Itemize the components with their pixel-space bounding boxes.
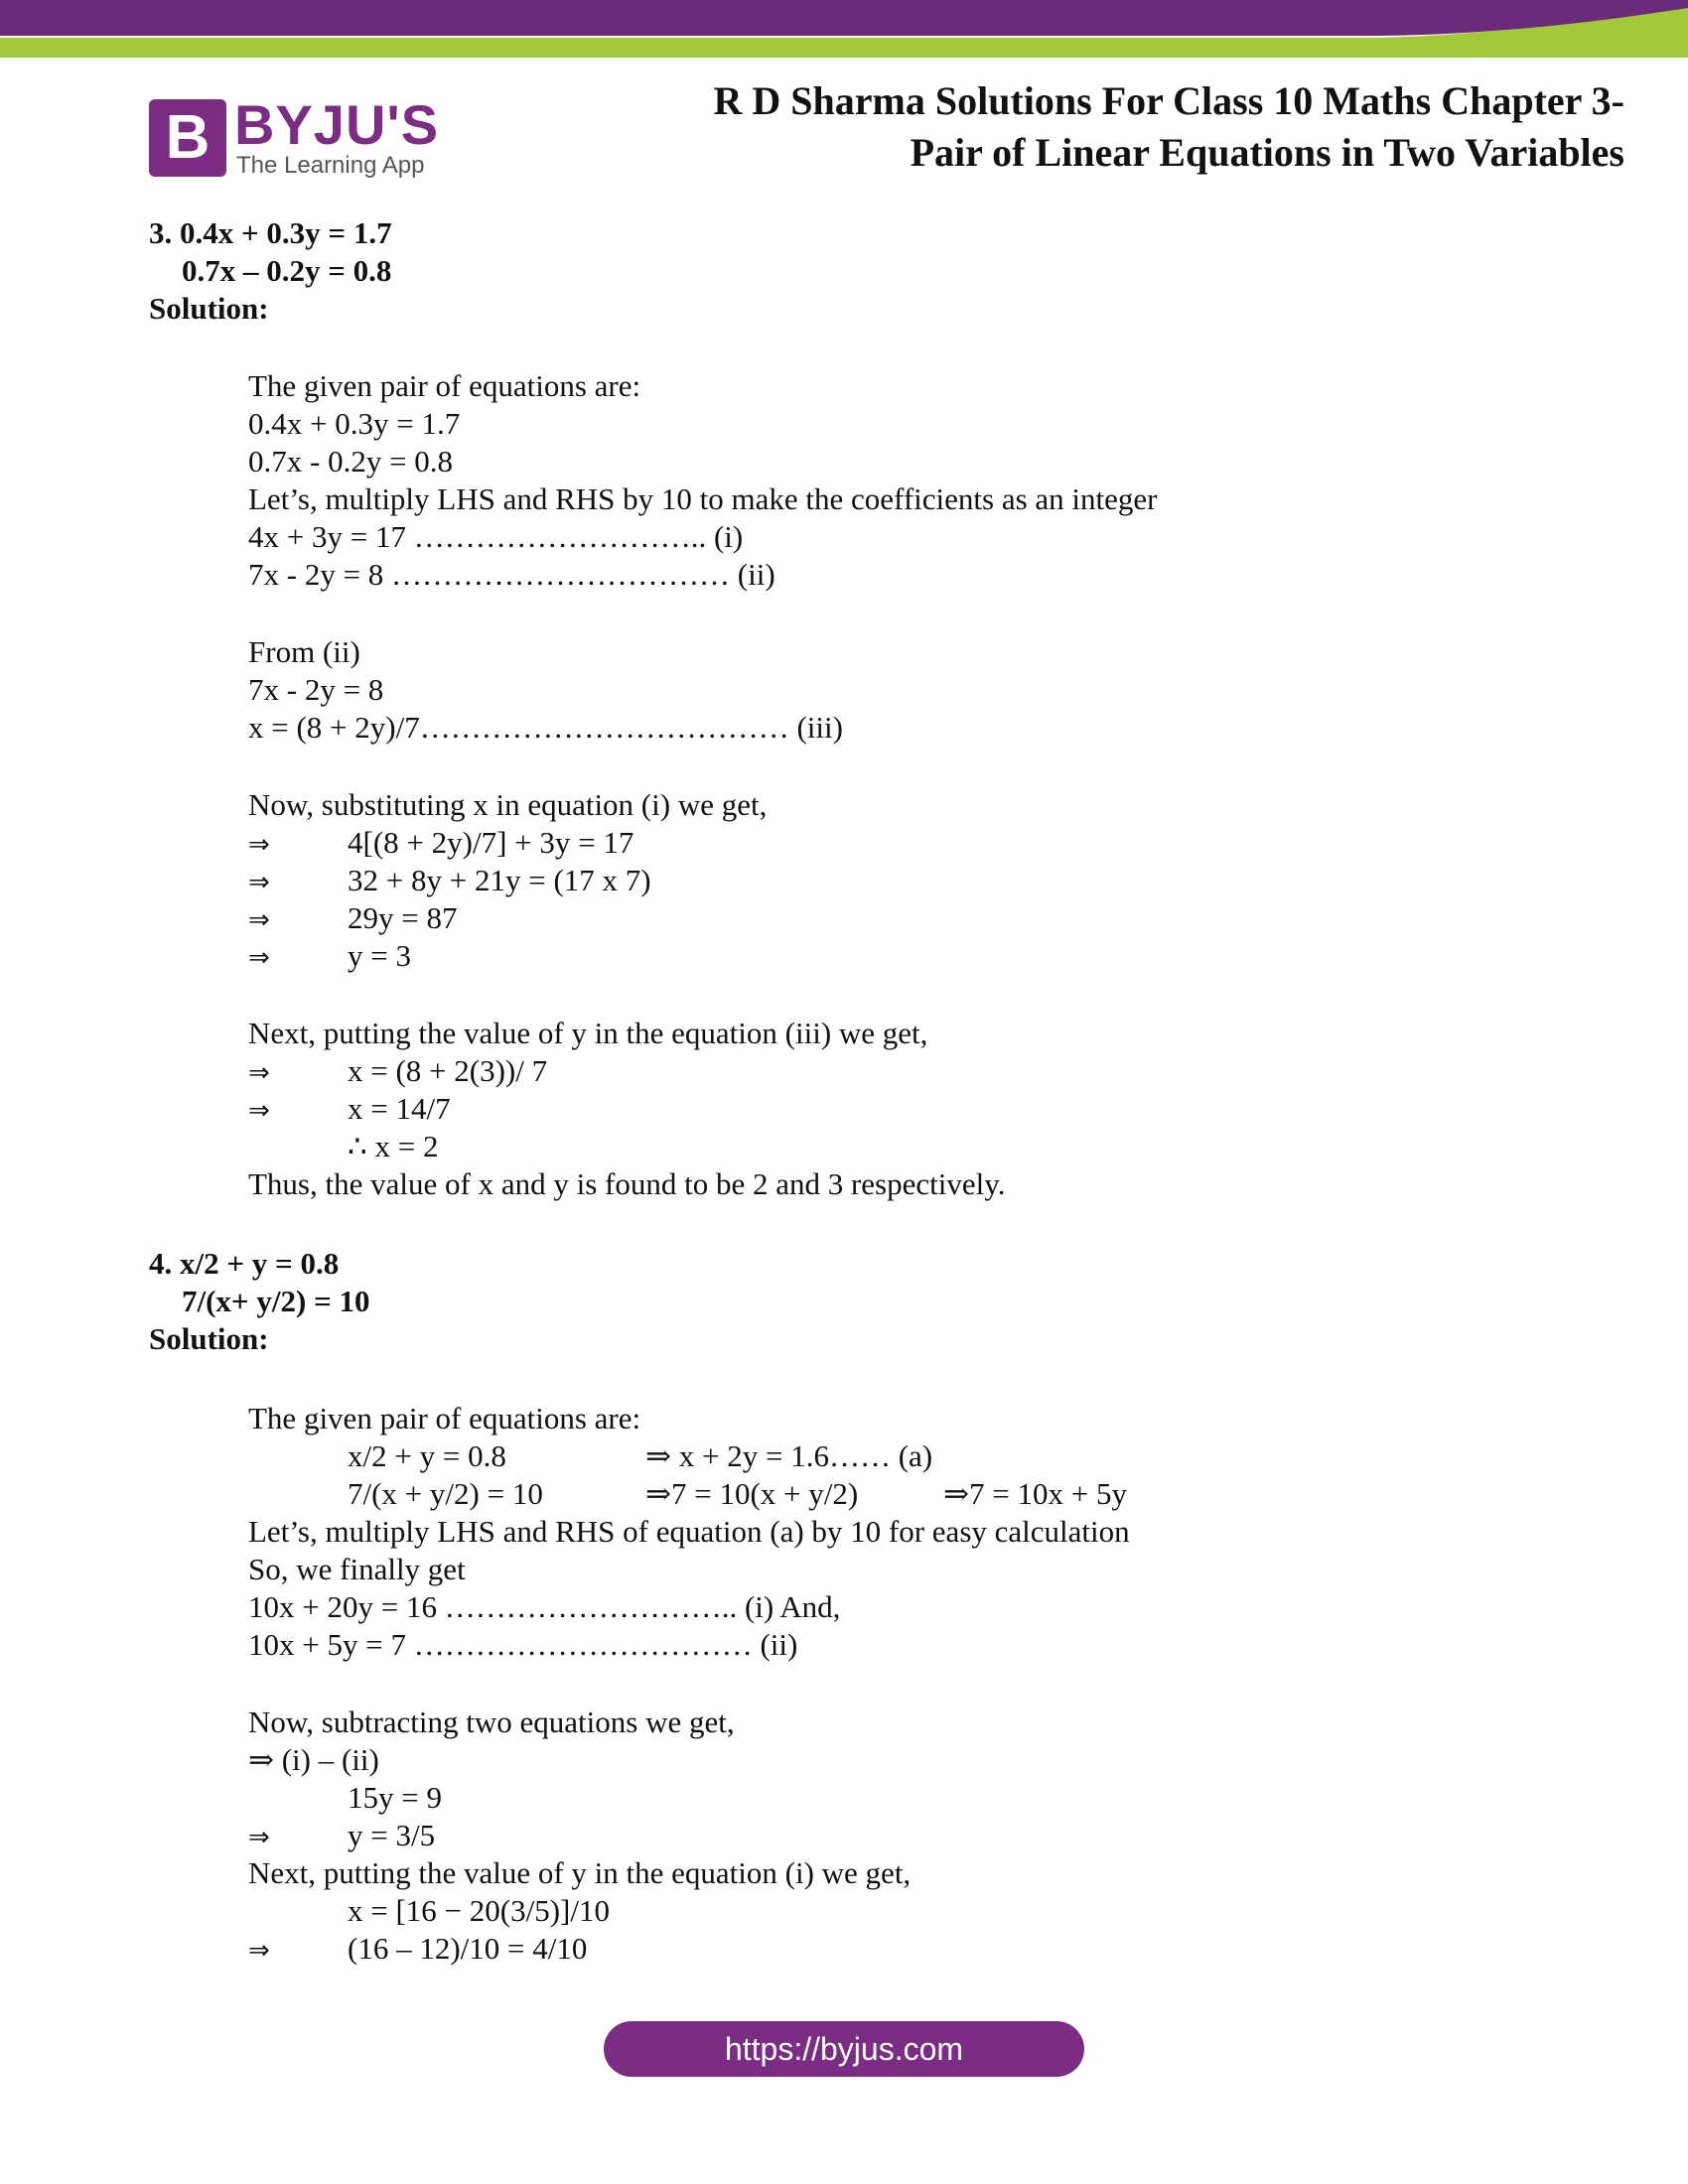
title-line-2: Pair of Linear Equations in Two Variables — [910, 130, 1624, 175]
q4-line: x/2 + y = 0.8 — [348, 1438, 506, 1473]
q3-equation-ii: 7x - 2y = 8 …………………………… (ii) — [248, 557, 775, 592]
footer-url-link[interactable]: https://byjus.com — [724, 2031, 964, 2067]
arrow-icon: ⇒ — [248, 1058, 270, 1088]
q4-line: The given pair of equations are: — [248, 1401, 641, 1435]
q3-step: 4[(8 + 2y)/7] + 3y = 17 — [348, 825, 634, 860]
arrow-icon: ⇒ — [248, 1096, 270, 1126]
q3-equation-i: 4x + 3y = 17 ……………………….. (i) — [248, 519, 744, 554]
q4-step: y = 3/5 — [348, 1818, 436, 1852]
logo-tagline: The Learning App — [236, 152, 425, 179]
arrow-icon: ⇒ — [248, 1936, 270, 1966]
document-title — [632, 75, 1624, 179]
q4-line: ⇒7 = 10(x + y/2) — [645, 1476, 859, 1511]
q4-step: x = [16 − 20(3/5)]/10 — [348, 1893, 610, 1928]
q3-conclusion: Thus, the value of x and y is found to be 2 and 3 respectively. — [248, 1166, 1006, 1201]
q4-line: Next, putting the value of y in the equation (i) we get, — [248, 1855, 912, 1890]
q4-equation-i: 10x + 20y = 16 ……………………….. (i) And, — [248, 1589, 841, 1624]
q4-line: Let’s, multiply LHS and RHS of equation (a) by 10 for easy calculation — [248, 1514, 1130, 1549]
q3-line: Next, putting the value of y in the equation (iii) we get, — [248, 1016, 928, 1050]
arrow-icon: ⇒ — [248, 905, 270, 935]
q3-step: y = 3 — [348, 938, 411, 973]
q4-line: So, we finally get — [248, 1552, 466, 1586]
byjus-logo — [149, 95, 447, 183]
q3-equation-iii: x = (8 + 2y)/7……………………………… (iii) — [248, 710, 843, 745]
title-line-1: R D Sharma Solutions For Class 10 Maths Chapter 3- — [713, 78, 1624, 123]
q3-step: ∴ x = 2 — [348, 1129, 439, 1163]
q4-step: 15y = 9 — [348, 1780, 442, 1815]
q3-step: x = 14/7 — [348, 1091, 451, 1126]
arrow-icon: ⇒ — [248, 1823, 270, 1852]
q3-step: 32 + 8y + 21y = (17 x 7) — [348, 863, 651, 897]
q3-solution-label: Solution: — [149, 291, 269, 326]
q4-solution-label: Solution: — [149, 1321, 269, 1356]
q4-line: ⇒ (i) – (ii) — [248, 1742, 379, 1777]
q3-line: From (ii) — [248, 634, 360, 669]
q3-line: Now, substituting x in equation (i) we get, — [248, 787, 768, 822]
logo-letter: B — [165, 103, 211, 172]
q3-title: 3. 0.4x + 0.3y = 1.7 — [149, 215, 392, 250]
arrow-icon: ⇒ — [248, 943, 270, 973]
q4-equation-ii: 10x + 5y = 7 …………………………… (ii) — [248, 1627, 798, 1662]
q3-step: 29y = 87 — [348, 900, 458, 935]
q3-line: 7x - 2y = 8 — [248, 672, 384, 707]
top-banner — [0, 0, 1688, 60]
logo-name: BYJU'S — [234, 93, 440, 156]
q3-line: 0.7x - 0.2y = 0.8 — [248, 444, 454, 478]
arrow-icon: ⇒ — [248, 868, 270, 897]
q3-step: x = (8 + 2(3))/ 7 — [348, 1053, 548, 1088]
q3-line: Let’s, multiply LHS and RHS by 10 to make the coefficients as an integer — [248, 481, 1158, 516]
q4-line: Now, subtracting two equations we get, — [248, 1705, 735, 1739]
arrow-icon: ⇒ — [248, 830, 270, 860]
q4-title: 4. x/2 + y = 0.8 — [149, 1246, 340, 1281]
q3-equation-2: 0.7x – 0.2y = 0.8 — [182, 253, 392, 288]
q4-step: (16 – 12)/10 = 4/10 — [348, 1931, 588, 1966]
q3-line: 0.4x + 0.3y = 1.7 — [248, 406, 461, 441]
q3-line: The given pair of equations are: — [248, 368, 641, 403]
q4-line: 7/(x + y/2) = 10 — [348, 1476, 543, 1511]
q4-line: ⇒ x + 2y = 1.6…… (a) — [645, 1438, 933, 1473]
q4-equation-2: 7/(x+ y/2) = 10 — [182, 1284, 370, 1318]
q4-line: ⇒7 = 10x + 5y — [943, 1476, 1127, 1511]
